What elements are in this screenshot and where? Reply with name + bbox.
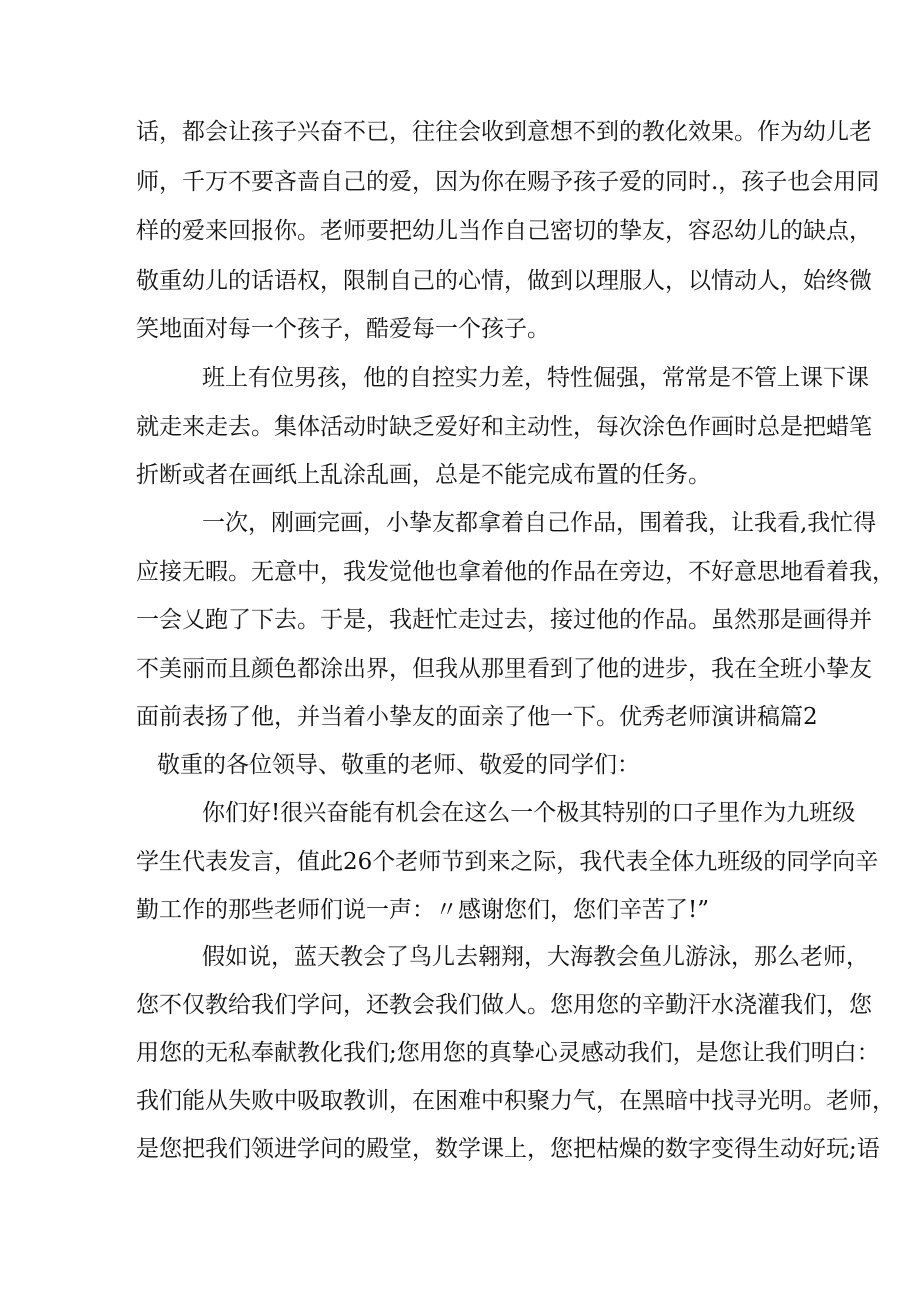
paragraph-first-line: 你们好!很兴奋能有机会在这么一个极其特别的口子里作为九班级 xyxy=(202,800,856,826)
text-line: 学生代表发言，值此26个老师节到来之际，我代表全体九班级的同学向辛 xyxy=(136,849,879,875)
text-line: 应接无暇。无意中，我发觉他也拿着他的作品在旁边，不好意思地看着我， xyxy=(136,559,895,585)
text-line: 笑地面对每一个孩子，酷爱每一个孩子。 xyxy=(136,316,550,342)
paragraph-first-line: 班上有位男孩，他的自控实力差，特性倔强，常常是不管上课下课 xyxy=(202,365,869,391)
paragraph-first-line: 假如说，蓝天教会了鸟儿去翱翔，大海教会鱼儿游泳，那么老师， xyxy=(202,944,869,970)
text-line: 您不仅教给我们学问，还教会我们做人。您用您的辛勤汗水浇灌我们，您 xyxy=(136,992,872,1018)
text-line: 折断或者在画纸上乱涂乱画，总是不能完成布置的任务。 xyxy=(136,462,711,488)
text-line: 面前表扬了他，并当着小挚友的面亲了他一下。优秀老师演讲稿篇2 xyxy=(136,704,818,730)
text-line: 勤工作的那些老师们说一声：〃感谢您们，您们辛苦了!” xyxy=(136,897,710,923)
text-line: 话，都会让孩子兴奋不已，往往会收到意想不到的教化效果。作为幼儿老 xyxy=(136,119,872,145)
paragraph-first-line: 一次，刚画完画，小挚友都拿着自己作品，围着我，让我看,我忙得 xyxy=(202,510,877,536)
text-line: 是您把我们领进学问的殿堂，数学课上，您把枯燥的数字变得生动好玩;语 xyxy=(136,1136,880,1162)
text-line: 一会乂跑了下去。于是，我赶忙走过去，接过他的作品。虽然那是画得并 xyxy=(136,607,872,633)
text-line: 敬重幼儿的话语权，限制自己的心情，做到以理服人，以情动人，始终微 xyxy=(136,268,872,294)
text-line: 用您的无私奉献教化我们;您用您的真挚心灵感动我们，是您让我们明白： xyxy=(136,1040,880,1066)
text-line: 师，千万不要吝啬自己的爱，因为你在赐予孩子爱的同时.，孩子也会用同 xyxy=(136,169,880,195)
text-line: 就走来走去。集体活动时缺乏爱好和主动性，每次涂色作画时总是把蜡笔 xyxy=(136,414,872,440)
salutation-line: 敬重的各位领导、敬重的老师、敬爱的同学们： xyxy=(157,752,640,778)
text-line: 不美丽而且颜色都涂出界，但我从那里看到了他的进步，我在全班小挚友 xyxy=(136,656,872,682)
text-line: 我们能从失败中吸取教训，在困难中积聚力气，在黑暗中找寻光明。老师， xyxy=(136,1088,895,1114)
text-line: 样的爱来回报你。老师要把幼儿当作自己密切的挚友，容忍幼儿的缺点， xyxy=(136,218,872,244)
